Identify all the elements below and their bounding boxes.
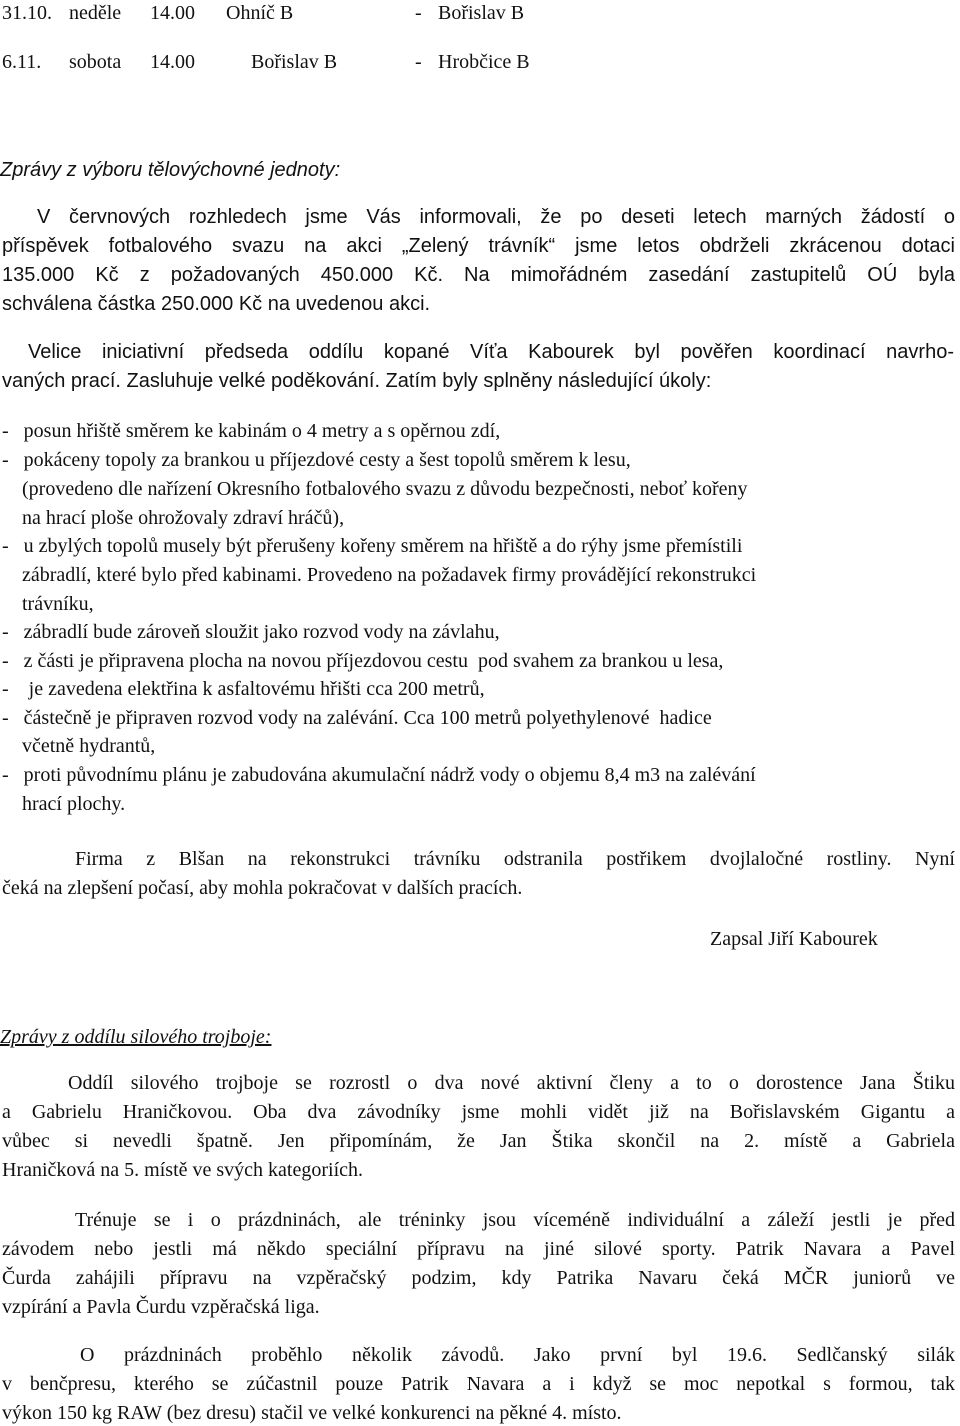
paragraph-line: Oddíl silového trojboje se rozrostl o dva nové aktivní členy a to o dorostence Jana Štiku — [68, 1072, 955, 1094]
section-heading: Zprávy z oddílu silového trojboje: — [0, 1026, 272, 1048]
section-heading: Zprávy z výboru tělovýchovné jednoty: — [0, 159, 341, 181]
match-date: 6.11. — [2, 51, 42, 73]
list-item: zábradlí, které bylo před kabinami. Provedeno na požadavek firmy provádějící rekonstrukci — [2, 564, 757, 586]
list-item: - posun hřiště směrem ke kabinám o 4 metry a s opěrnou zdí, — [2, 420, 501, 442]
paragraph-line: vůbec si nevedli špatně. Jen připomínám, že Jan Štika skončil na 2. místě a Gabriela — [2, 1130, 955, 1152]
match-day: sobota — [69, 51, 122, 73]
signature: Zapsal Jiří Kabourek — [710, 928, 878, 950]
paragraph-line: vaných prací. Zasluhuje velké poděkování. Zatím byly splněny následující úkoly: — [2, 370, 712, 392]
list-item: - je zavedena elektřina k asfaltovému hřišti cca 200 metrů, — [2, 678, 485, 700]
paragraph-line: V červnových rozhledech jsme Vás informovali, že po deseti letech marných žádostí o — [37, 206, 955, 228]
paragraph-line: výkon 150 kg RAW (bez dresu) stačil ve velké konkurenci na pěkné 4. místo. — [2, 1402, 622, 1424]
list-item: (provedeno dle nařízení Okresního fotbalového svazu z důvodu bezpečnosti, neboť kořeny — [2, 478, 748, 500]
paragraph-line: v benčpresu, kterého se zúčastnil pouze Patrik Navara a i když se moc nepotkal s formou, tak — [2, 1373, 955, 1395]
list-item: - z části je připravena plocha na novou příjezdovou cestu pod svahem za brankou u lesa, — [2, 650, 724, 672]
match-away: Bořislav B — [438, 2, 525, 24]
paragraph-line: schválena částka 250.000 Kč na uvedenou akci. — [2, 293, 431, 315]
match-time: 14.00 — [150, 51, 195, 73]
paragraph-line: a Gabrielu Hraničkovou. Oba dva závodníky jsme mohli vidět již na Bořislavském Gigantu a — [2, 1101, 955, 1123]
paragraph-line: Velice iniciativní předseda oddílu kopané Víťa Kabourek byl pověřen koordinací navrho- — [28, 341, 954, 363]
list-item: trávníku, — [2, 593, 94, 615]
list-item: - u zbylých topolů musely být přerušeny kořeny směrem na hřiště a do rýhy jsme přemístili — [2, 535, 743, 557]
paragraph-line: Hraničková na 5. místě ve svých kategoriích. — [2, 1159, 363, 1181]
match-away: Hrobčice B — [438, 51, 530, 73]
list-item: hrací plochy. — [2, 793, 126, 815]
match-home: Ohníč B — [226, 2, 294, 24]
paragraph-line: vzpírání a Pavla Čurdu vzpěračská liga. — [2, 1296, 320, 1318]
paragraph-line: 135.000 Kč z požadovaných 450.000 Kč. Na mimořádném zasedání zastupitelů OÚ byla — [2, 264, 955, 286]
paragraph-line: příspěvek fotbalového svazu na akci „Zelený trávník“ jsme letos obdrželi zkrácenou dotaci — [2, 235, 955, 257]
match-date: 31.10. — [2, 2, 52, 24]
list-item: - částečně je připraven rozvod vody na zalévání. Cca 100 metrů polyethylenové hadice — [2, 707, 712, 729]
list-item: na hrací ploše ohrožovaly zdraví hráčů), — [2, 507, 345, 529]
list-item: včetně hydrantů, — [2, 735, 156, 757]
paragraph-line: Trénuje se i o prázdninách, ale tréninky jsou víceméně individuální a záleží jestli je před — [75, 1209, 955, 1231]
match-separator: - — [415, 51, 422, 73]
paragraph-line: O prázdninách proběhlo několik závodů. Jako první byl 19.6. Sedlčanský silák — [80, 1344, 955, 1366]
paragraph-line: Firma z Blšan na rekonstrukci trávníku odstranila postřikem dvojlaločné rostliny. Nyní — [75, 848, 955, 870]
list-item: - zábradlí bude zároveň sloužit jako rozvod vody na závlahu, — [2, 621, 500, 643]
match-home: Bořislav B — [251, 51, 338, 73]
list-item: - proti původnímu plánu je zabudována akumulační nádrž vody o objemu 8,4 m3 na zalévání — [2, 764, 756, 786]
paragraph-line: čeká na zlepšení počasí, aby mohla pokračovat v dalších pracích. — [2, 877, 523, 899]
match-separator: - — [415, 2, 422, 24]
match-day: neděle — [69, 2, 122, 24]
match-time: 14.00 — [150, 2, 195, 24]
paragraph-line: Čurda zahájili přípravu na vzpěračský podzim, kdy Patrika Navaru čeká MČR juniorů ve — [2, 1267, 955, 1289]
list-item: - pokáceny topoly za brankou u příjezdové cesty a šest topolů směrem k lesu, — [2, 449, 631, 471]
paragraph-line: závodem nebo jestli má někdo speciální přípravu na jiné silové sporty. Patrik Navara a Pavel — [2, 1238, 955, 1260]
